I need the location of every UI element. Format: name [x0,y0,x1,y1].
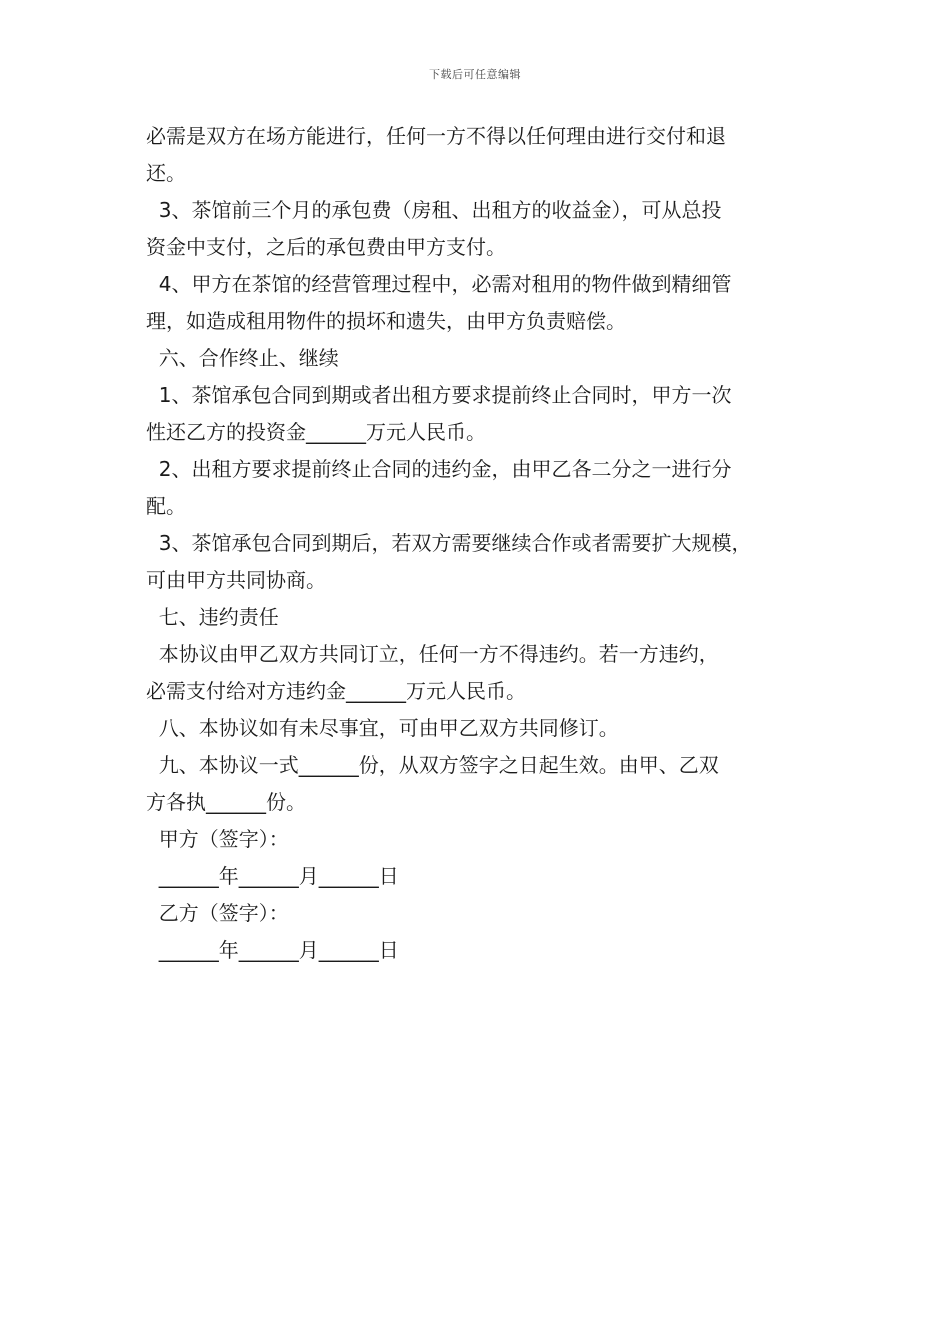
text-line: 4、甲方在茶馆的经营管理过程中，必需对租用的物件做到精细管 [146,272,732,296]
text-line: 性还乙方的投资金______万元人民币。 [146,420,486,444]
text-line: 九、本协议一式______份，从双方签字之日起生效。由甲、乙双 [146,753,719,777]
text-line: 资金中支付，之后的承包费由甲方支付。 [146,235,506,259]
document-body [146,118,810,969]
text-line: 必需是双方在场方能进行，任何一方不得以任何理由进行交付和退 [146,124,726,148]
paragraph-handover-continued [146,118,810,192]
paragraph-liability [146,636,810,710]
section-heading-amendment [146,710,810,747]
signature-label: 乙方（签字）： [146,901,289,925]
text-line: 理，如造成租用物件的损坏和遗失，由甲方负责赔偿。 [146,309,626,333]
text-line: 必需支付给对方违约金______万元人民币。 [146,679,526,703]
section-heading: 七、违约责任 [146,605,279,629]
page-header-note: 下载后可任意编辑 [429,68,521,81]
date-line: ______年______月______日 [146,938,399,962]
section-heading-liability [146,599,810,636]
paragraph-clause-4-management [146,266,810,340]
section-heading: 六、合作终止、继续 [146,346,339,370]
text-line: 还。 [146,161,186,185]
text-line: 2、出租方要求提前终止合同的违约金，由甲乙各二分之一进行分 [146,457,732,481]
section-heading: 八、本协议如有未尽事宜，可由甲乙双方共同修订。 [146,716,619,740]
section-heading-termination [146,340,810,377]
date-party-a [146,858,810,895]
signature-party-b [146,895,810,932]
paragraph-termination-3 [146,525,810,599]
date-party-b [146,932,810,969]
text-line: 配。 [146,494,186,518]
text-line: 本协议由甲乙双方共同订立，任何一方不得违约。若一方违约， [146,642,719,666]
signature-label: 甲方（签字）： [146,827,289,851]
date-line: ______年______月______日 [146,864,399,888]
paragraph-termination-2 [146,451,810,525]
paragraph-copies [146,747,810,821]
text-line: 1、茶馆承包合同到期或者出租方要求提前终止合同时，甲方一次 [146,383,732,407]
text-line: 方各执______份。 [146,790,306,814]
text-line: 可由甲方共同协商。 [146,568,326,592]
text-line: 3、茶馆承包合同到期后，若双方需要继续合作或者需要扩大规模， [146,531,752,555]
text-line: 3、茶馆前三个月的承包费（房租、出租方的收益金），可从总投 [146,198,722,222]
signature-party-a [146,821,810,858]
paragraph-termination-1 [146,377,810,451]
paragraph-clause-3-rent [146,192,810,266]
